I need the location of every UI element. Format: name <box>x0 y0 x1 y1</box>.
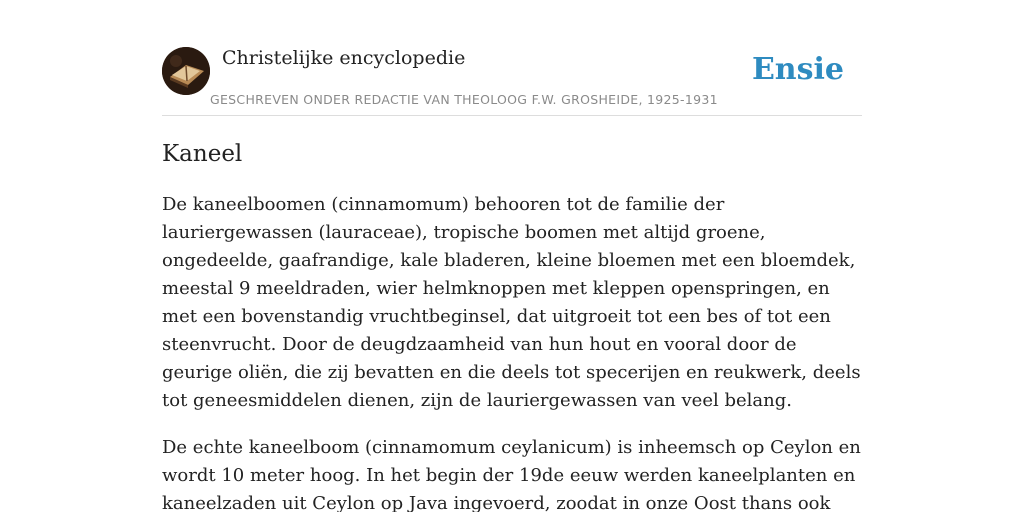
encyclopedia-avatar[interactable] <box>162 47 210 95</box>
article-title: Kaneel <box>162 141 243 167</box>
site-header <box>162 46 862 116</box>
article-paragraph: De kaneelboomen (cinnamomum) behooren tot de familie der lauriergewassen (lauraceae), tropische boomen met altijd groene, ongedeelde, gaafrandige, kale bladeren, kleine bloemen met een bloemdek, meestal 9 meeldraden, wier helmknoppen met kleppen openspringen, en met een bovenstandig vruchtbeginsel, dat uitgroeit tot een bes of tot een steenvrucht. Door de deugdzaamheid van hun hout en vooral door de geurige oliën, die zij bevatten en die deels tot specerijen en reukwerk, deels tot geneesmiddelen dienen, zijn de lauriergewassen van veel belang. <box>162 194 861 411</box>
book-image-icon <box>162 47 210 95</box>
ensie-logo-link[interactable]: Ensie <box>751 52 844 87</box>
article-content <box>162 138 862 512</box>
article-paragraph: De echte kaneelboom (cinnamomum ceylanicum) is inheemsch op Ceylon en wordt 10 meter hoog. In het begin der 19de eeuw werden kaneelplanten en kaneelzaden uit Ceylon op Java ingevoerd, zoodat in onze Oost thans ook <box>162 437 861 512</box>
site-subtitle: GESCHREVEN ONDER REDACTIE VAN THEOLOOG F.W. GROSHEIDE, 1925-1931 <box>210 92 718 107</box>
site-title[interactable]: Christelijke encyclopedie <box>222 47 466 69</box>
